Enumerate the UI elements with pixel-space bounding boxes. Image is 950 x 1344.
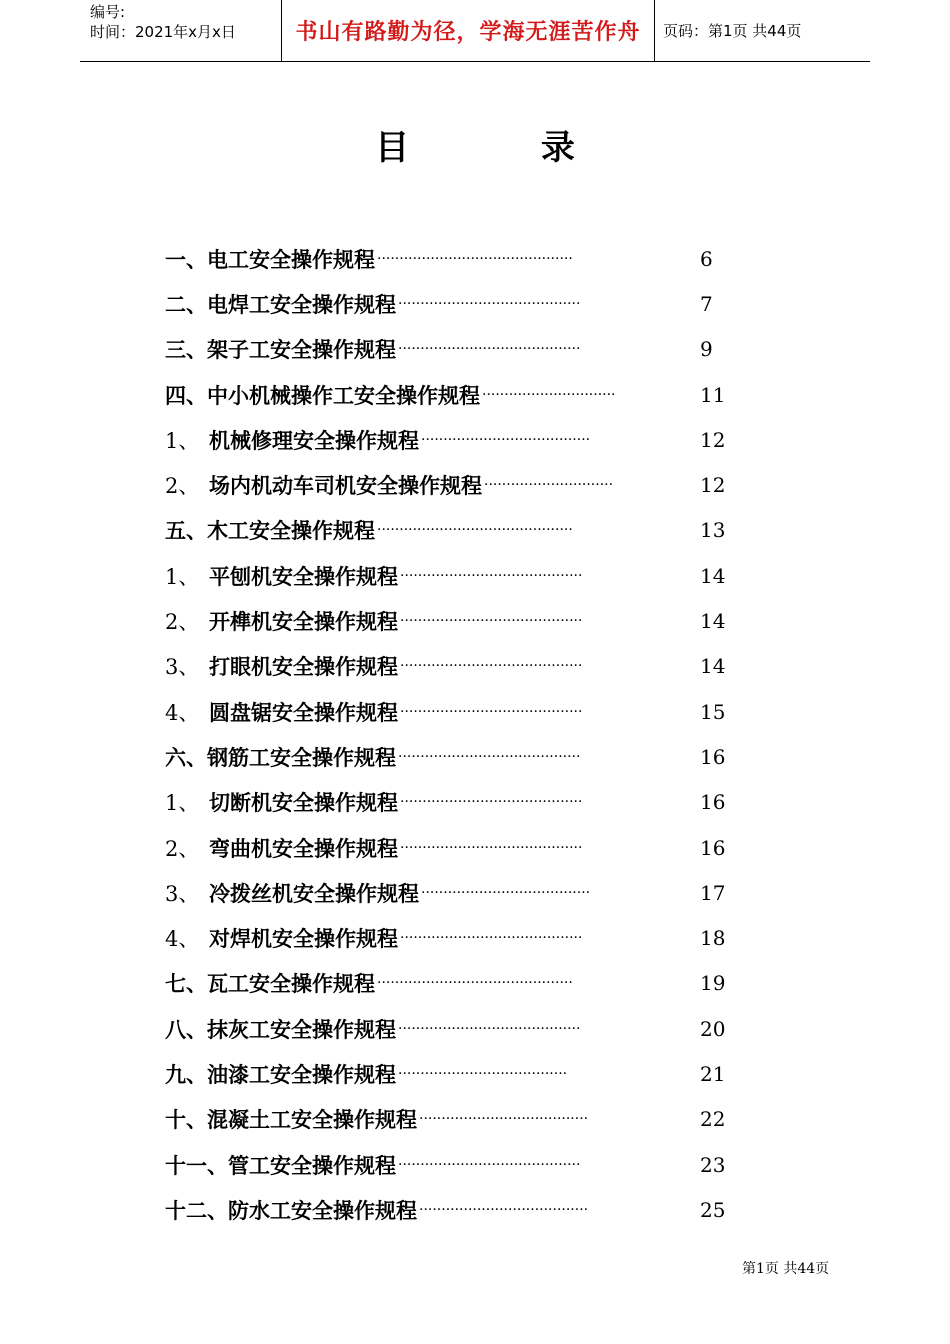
toc-entry[interactable] — [165, 1097, 765, 1142]
toc-entry-title — [165, 787, 398, 817]
toc-entry[interactable] — [165, 417, 765, 462]
toc-entry-page: 9 — [700, 337, 713, 362]
toc-entry-text: 机械修理安全操作规程 — [209, 428, 419, 453]
toc-entry-page: 13 — [700, 518, 726, 543]
toc-entry-page: 16 — [700, 790, 726, 815]
toc-entry[interactable] — [165, 780, 765, 825]
toc-entry-page: 17 — [700, 880, 726, 905]
toc-entry-title — [165, 470, 482, 500]
toc-entry-text: 木工安全操作规程 — [207, 519, 375, 544]
toc-entry-text: 中小机械操作工安全操作规程 — [207, 383, 480, 408]
toc-entry[interactable] — [165, 915, 765, 960]
toc-entry-title — [165, 334, 396, 364]
toc-entry-number: 十一、 — [165, 1153, 228, 1178]
toc-leader-dots: ········································· — [400, 794, 583, 811]
toc-entry-number: 九、 — [165, 1062, 207, 1087]
toc-entry-page: 22 — [700, 1107, 726, 1132]
toc-entry-text: 平刨机安全操作规程 — [209, 564, 398, 589]
toc-leader-dots: ······································ — [419, 1201, 589, 1218]
toc-entry-page: 7 — [700, 291, 713, 316]
header-motto: 书山有路勤为径，学海无涯苦作舟 — [282, 0, 655, 61]
toc-entry-page: 14 — [700, 609, 726, 634]
header-meta — [80, 0, 282, 61]
toc-entry-text: 开榫机安全操作规程 — [209, 610, 398, 635]
toc-entry[interactable] — [165, 1187, 765, 1232]
toc-entry-page: 12 — [700, 427, 726, 452]
toc-entry-number: 1、 — [165, 428, 200, 453]
toc-entry[interactable] — [165, 689, 765, 734]
toc-entry-page: 20 — [700, 1016, 726, 1041]
toc-entry-text: 钢筋工安全操作规程 — [207, 745, 396, 770]
toc-entry[interactable] — [165, 327, 765, 372]
toc-entry-title — [165, 923, 398, 953]
toc-entry-text: 弯曲机安全操作规程 — [209, 836, 398, 861]
toc-leader-dots: ············································ — [377, 250, 573, 267]
toc-entry-page: 16 — [700, 744, 726, 769]
toc-leader-dots: ······································ — [421, 884, 591, 901]
toc-entry-title — [165, 425, 419, 455]
toc-entry-number: 七、 — [165, 972, 207, 997]
number-label: 编号: — [90, 3, 126, 21]
toc-entry-text: 场内机动车司机安全操作规程 — [209, 474, 482, 499]
toc-entry[interactable] — [165, 462, 765, 507]
toc-leader-dots: ········································· — [400, 658, 583, 675]
toc-entry-page: 25 — [700, 1197, 726, 1222]
page-header — [80, 0, 870, 62]
toc-entry-text: 圆盘锯安全操作规程 — [209, 700, 398, 725]
toc-entry-number: 六、 — [165, 745, 207, 770]
toc-entry-text: 打眼机安全操作规程 — [209, 655, 398, 680]
toc-entry-text: 电工安全操作规程 — [207, 247, 375, 272]
toc-leader-dots: ······································ — [419, 1111, 589, 1128]
toc-entry-text: 冷拨丝机安全操作规程 — [209, 881, 419, 906]
toc-leader-dots: ········································· — [398, 295, 581, 312]
toc-entry-number: 3、 — [165, 881, 200, 906]
toc-entry-text: 电焊工安全操作规程 — [207, 292, 396, 317]
toc-entry[interactable] — [165, 553, 765, 598]
toc-entry-title — [165, 515, 375, 545]
toc-entry[interactable] — [165, 508, 765, 553]
toc-entry-number: 1、 — [165, 564, 200, 589]
toc-entry-text: 管工安全操作规程 — [228, 1153, 396, 1178]
toc-entry[interactable] — [165, 1006, 765, 1051]
toc-entry-page: 6 — [700, 246, 713, 271]
toc-entry-number: 1、 — [165, 791, 200, 816]
toc-entry[interactable] — [165, 734, 765, 779]
toc-entry[interactable] — [165, 372, 765, 417]
toc-entry-page: 15 — [700, 699, 726, 724]
page-footer: 第1页 共44页 — [742, 1261, 830, 1277]
toc-leader-dots: ······································ — [421, 431, 591, 448]
toc-entry-title — [165, 1195, 417, 1225]
toc-entry-number: 4、 — [165, 700, 200, 725]
toc-entry[interactable] — [165, 870, 765, 915]
toc-entry-title — [165, 968, 375, 998]
toc-leader-dots: ········································· — [398, 748, 581, 765]
toc-entry-page: 12 — [700, 473, 726, 498]
toc-entry-title — [165, 244, 375, 274]
toc-leader-dots: ····························· — [484, 477, 614, 494]
toc-entry-number: 一、 — [165, 247, 207, 272]
toc-entry[interactable] — [165, 598, 765, 643]
toc-entry-number: 4、 — [165, 927, 200, 952]
toc-leader-dots: ········································· — [400, 613, 583, 630]
toc-entry-number: 十、 — [165, 1108, 207, 1133]
toc-entry[interactable] — [165, 281, 765, 326]
toc-entry-title — [165, 606, 398, 636]
toc-entry[interactable] — [165, 644, 765, 689]
toc-entry-title — [165, 1104, 417, 1134]
toc-leader-dots: ······························ — [482, 386, 616, 403]
toc-entry-page: 14 — [700, 563, 726, 588]
toc-entry-page: 19 — [700, 971, 726, 996]
toc-entry-number: 五、 — [165, 519, 207, 544]
toc-leader-dots: ········································· — [400, 703, 583, 720]
toc-entry-page: 16 — [700, 835, 726, 860]
toc-entry-text: 瓦工安全操作规程 — [207, 972, 375, 997]
toc-entry-text: 架子工安全操作规程 — [207, 338, 396, 363]
toc-leader-dots: ············································ — [377, 975, 573, 992]
toc-entry-page: 23 — [700, 1152, 726, 1177]
toc-leader-dots: ········································· — [398, 1156, 581, 1173]
toc-leader-dots: ············································ — [377, 522, 573, 539]
toc-entry-number: 三、 — [165, 338, 207, 363]
toc-entry-title — [165, 289, 396, 319]
toc-entry-number: 八、 — [165, 1017, 207, 1042]
toc-entry-title — [165, 833, 398, 863]
toc-leader-dots: ······································ — [398, 1065, 568, 1082]
toc-entry-page: 14 — [700, 654, 726, 679]
toc-entry-title — [165, 742, 396, 772]
toc-entry-number: 3、 — [165, 655, 200, 680]
toc-entry-page: 11 — [700, 382, 726, 407]
toc-leader-dots: ········································· — [398, 341, 581, 358]
toc-entry-title — [165, 380, 480, 410]
table-of-contents — [165, 236, 765, 1233]
toc-entry-number: 2、 — [165, 610, 200, 635]
toc-entry-number: 二、 — [165, 292, 207, 317]
toc-leader-dots: ········································· — [398, 1020, 581, 1037]
toc-entry[interactable] — [165, 825, 765, 870]
toc-entry[interactable] — [165, 236, 765, 281]
toc-entry[interactable] — [165, 961, 765, 1006]
toc-entry-number: 四、 — [165, 383, 207, 408]
toc-entry-number: 2、 — [165, 836, 200, 861]
header-page-info: 页码：第1页 共44页 — [663, 22, 802, 40]
toc-leader-dots: ········································· — [400, 839, 583, 856]
toc-entry[interactable] — [165, 1051, 765, 1096]
toc-entry-text: 油漆工安全操作规程 — [207, 1062, 396, 1087]
toc-entry-text: 混凝土工安全操作规程 — [207, 1108, 417, 1133]
toc-entry-text: 切断机安全操作规程 — [209, 791, 398, 816]
toc-entry-number: 十二、 — [165, 1198, 228, 1223]
toc-entry-title — [165, 1150, 396, 1180]
toc-entry-text: 对焊机安全操作规程 — [209, 927, 398, 952]
toc-entry-title — [165, 1014, 396, 1044]
toc-entry-text: 防水工安全操作规程 — [228, 1198, 417, 1223]
toc-entry-title — [165, 1059, 396, 1089]
toc-entry-number: 2、 — [165, 474, 200, 499]
page-title: 目 录 — [375, 128, 635, 168]
toc-leader-dots: ········································· — [400, 567, 583, 584]
toc-leader-dots: ········································· — [400, 930, 583, 947]
time-label: 时间：2021年x月x日 — [90, 23, 236, 41]
toc-entry-page: 21 — [700, 1061, 726, 1086]
toc-entry-text: 抹灰工安全操作规程 — [207, 1017, 396, 1042]
toc-entry[interactable] — [165, 1142, 765, 1187]
toc-entry-title — [165, 878, 419, 908]
toc-entry-page: 18 — [700, 926, 726, 951]
toc-entry-title — [165, 561, 398, 591]
toc-entry-title — [165, 697, 398, 727]
toc-entry-title — [165, 651, 398, 681]
